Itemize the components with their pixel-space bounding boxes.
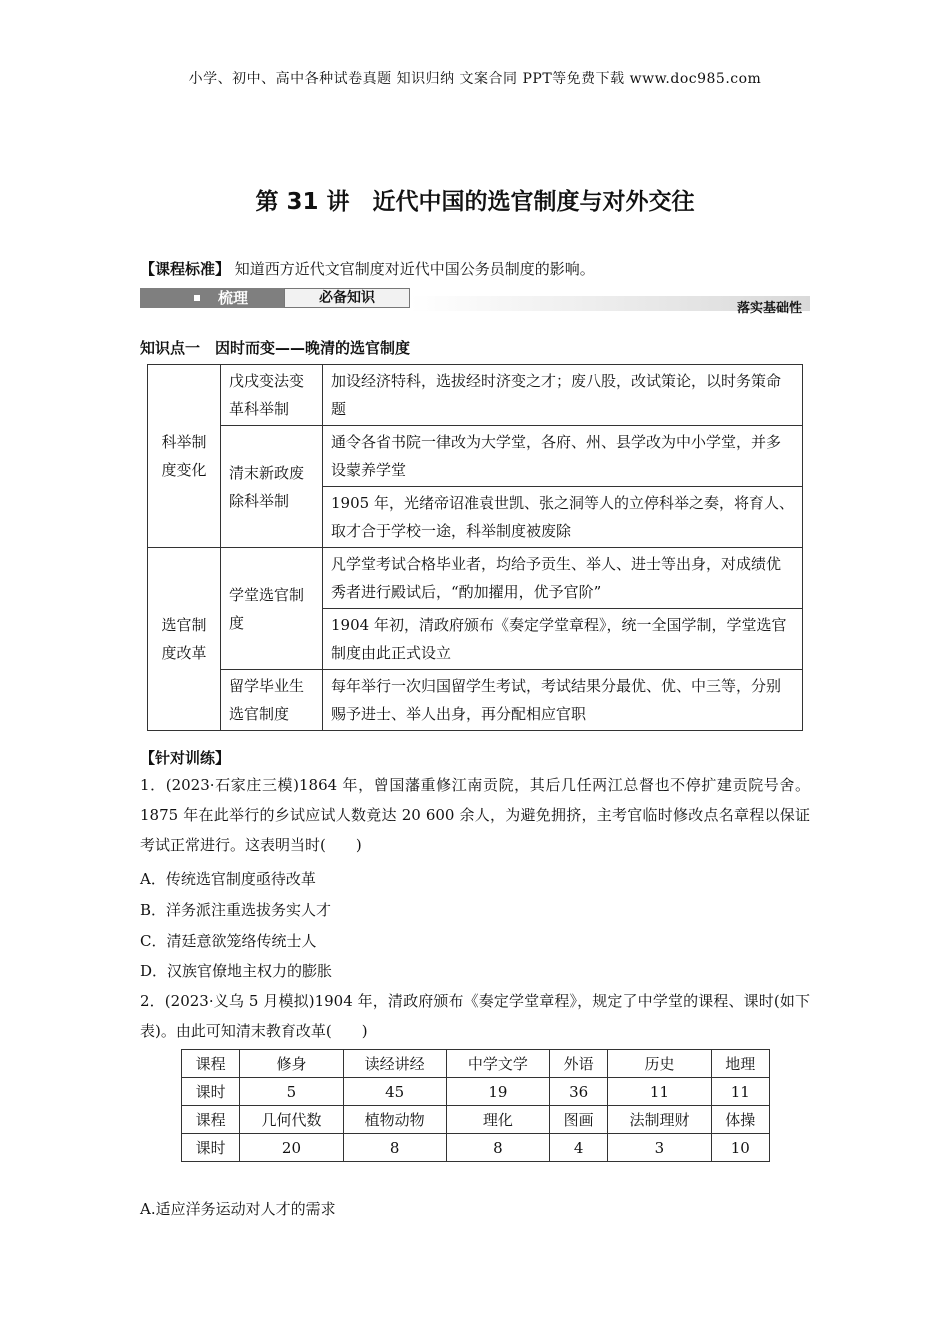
- q2-option-a: A.适应洋务运动对人才的需求: [140, 1200, 336, 1218]
- standard-label: 【课程标准】: [140, 260, 231, 278]
- standard-text: 知道西方近代文官制度对近代中国公务员制度的影响。: [234, 260, 595, 278]
- q1-option-b: B．洋务派注重选拔务实人才: [140, 901, 332, 919]
- page-title: 第 31 讲 近代中国的选官制度与对外交往: [255, 189, 695, 215]
- q1-option-d: D．汉族官僚地主权力的膨胀: [140, 962, 333, 980]
- banner-box-label: 必备知识: [284, 288, 410, 308]
- item-liuxue-text: 每年举行一次归国留学生考试，考试结果分最优、优、中三等，分别赐予进士、举人出身，再分配相应官职: [323, 670, 803, 731]
- table-row: 课程 几何代数 植物动物 理化 图画 法制理财 体操: [182, 1106, 770, 1134]
- table-row: 课程 修身 读经讲经 中学文学 外语 历史 地理: [182, 1050, 770, 1078]
- item-xuetang-text-1: 凡学堂考试合格毕业者，均给予贡生、举人、进士等出身，对成绩优秀者进行殿试后，“酌加擢用，优予官阶”: [323, 548, 803, 609]
- q1-option-a: A．传统选官制度亟待改革: [140, 870, 316, 888]
- group-keju: 科举制度变化: [148, 365, 221, 548]
- course-standard: [140, 258, 595, 279]
- site-header: 小学、初中、高中各种试卷真题 知识归纳 文案合同 PPT等免费下载 www.doc985.com: [188, 71, 762, 87]
- q1-option-c: C．清廷意欲笼络传统士人: [140, 932, 317, 950]
- item-xinzheng-text-1: 通令各省书院一律改为大学堂，各府、州、县学改为中小学堂，并多设蒙养学堂: [323, 426, 803, 487]
- group-xuanguan: 选官制度改革: [148, 548, 221, 731]
- banner-left-label: 梳理: [218, 289, 249, 307]
- square-icon: [194, 295, 200, 301]
- knowledge-point-heading: 知识点一 因时而变——晚清的选官制度: [140, 339, 411, 357]
- item-liuxue: 留学毕业生选官制度: [221, 670, 323, 731]
- q2-stem: 2．(2023·义乌 5 月模拟)1904 年，清政府颁布《奏定学堂章程》，规定了中学堂的课程、课时(如下表)。由此可知清末教育改革( ): [140, 992, 810, 1040]
- section-banner: [140, 288, 810, 316]
- training-heading: 【针对训练】: [140, 749, 231, 767]
- item-xuetang-text-2: 1904 年初，清政府颁布《奏定学堂章程》，统一全国学制，学堂选官制度由此正式设立: [323, 609, 803, 670]
- course-table: [181, 1049, 770, 1162]
- item-wuxu-text: 加设经济特科，选拔经时济变之才；废八股，改试策论，以时务策命题: [323, 365, 803, 426]
- banner-right-label: 落实基础性: [736, 301, 802, 316]
- q1-stem: 1．(2023·石家庄三模)1864 年，曾国藩重修江南贡院，其后几任两江总督也不停扩建贡院号舍。1875 年在此举行的乡试应试人数竟达 20 600 余人，为避免拥挤，主考官临时修改点名章程以保证考试正常进行。这表明当时( ): [140, 776, 810, 854]
- item-xinzheng: 清末新政废除科举制: [221, 426, 323, 548]
- item-xinzheng-text-2: 1905 年，光绪帝诏准袁世凯、张之洞等人的立停科举之奏，将育人、取才合于学校一途，科举制度被废除: [323, 487, 803, 548]
- item-wuxu: 戊戌变法变革科举制: [221, 365, 323, 426]
- table-row: 课时 5 45 19 36 11 11: [182, 1078, 770, 1106]
- knowledge-table: [147, 364, 803, 731]
- table-row: 课时 20 8 8 4 3 10: [182, 1134, 770, 1162]
- item-xuetang: 学堂选官制度: [221, 548, 323, 670]
